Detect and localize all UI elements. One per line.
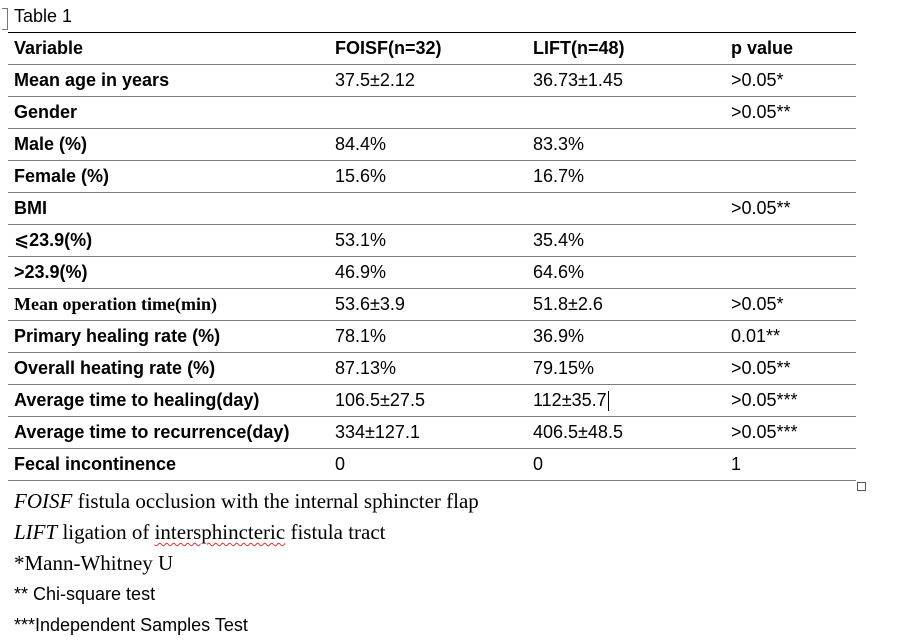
cell-foisf: 37.5±2.12 — [329, 65, 527, 97]
cell-p-value: >0.05** — [725, 353, 856, 385]
cell-lift: 36.9% — [527, 321, 725, 353]
cell-p-value: 1 — [725, 449, 856, 481]
table-row — [8, 289, 856, 321]
cell-p-value: 0.01** — [725, 321, 856, 353]
cell-foisf: 53.6±3.9 — [329, 289, 527, 321]
footnote-abbr: FOISF — [14, 489, 73, 513]
row-label: Gender — [8, 97, 329, 129]
table-row — [8, 65, 856, 97]
header-foisf: FOISF(n=32) — [329, 33, 527, 65]
cell-lift: 79.15% — [527, 353, 725, 385]
row-label: Average time to healing(day) — [8, 385, 329, 417]
footnote-mann-whitney: *Mann-Whitney U — [14, 551, 174, 575]
table-resize-handle[interactable] — [857, 482, 866, 491]
cell-foisf: 78.1% — [329, 321, 527, 353]
cell-lift: 35.4% — [527, 225, 725, 257]
cell-p-value: >0.05* — [725, 65, 856, 97]
footnote-text: fistula occlusion with the internal sphincter flap — [72, 489, 479, 513]
footnote-text: ligation of — [57, 520, 155, 544]
text-frame-marker — [2, 8, 8, 30]
table-row — [8, 225, 856, 257]
cell-foisf: 46.9% — [329, 257, 527, 289]
cell-lift: 83.3% — [527, 129, 725, 161]
row-label: Fecal incontinence — [8, 449, 329, 481]
cell-p-value: >0.05** — [725, 97, 856, 129]
cell-foisf — [329, 97, 527, 129]
caption-text: Table 1 — [14, 6, 73, 26]
cell-foisf: 53.1% — [329, 225, 527, 257]
cell-p-value: >0.05** — [725, 193, 856, 225]
cell-foisf: 15.6% — [329, 161, 527, 193]
table-row — [8, 321, 856, 353]
data-table[interactable] — [8, 32, 856, 481]
footnote-text: fistula tract — [285, 520, 386, 544]
table-caption — [2, 3, 222, 29]
spellcheck-flagged-word[interactable]: intersphincteric — [154, 520, 286, 544]
header-lift: LIFT(n=48) — [527, 33, 725, 65]
cell-foisf: 106.5±27.5 — [329, 385, 527, 417]
row-label: Overall heating rate (%) — [8, 353, 329, 385]
row-label: Primary healing rate (%) — [8, 321, 329, 353]
table-row — [8, 161, 856, 193]
cell-lift: 64.6% — [527, 257, 725, 289]
cell-p-value — [725, 257, 856, 289]
footnote-independent-samples: ***Independent Samples Test — [14, 615, 248, 635]
row-label: Average time to recurrence(day) — [8, 417, 329, 449]
row-label: BMI — [8, 193, 329, 225]
cell-lift: 406.5±48.5 — [527, 417, 725, 449]
cell-lift: 36.73±1.45 — [527, 65, 725, 97]
table-footnotes — [14, 486, 814, 641]
cell-foisf: 0 — [329, 449, 527, 481]
cell-p-value — [725, 161, 856, 193]
footnote-foisf — [14, 486, 814, 517]
cell-lift — [527, 193, 725, 225]
cell-p-value — [725, 225, 856, 257]
cell-foisf: 334±127.1 — [329, 417, 527, 449]
footnote-lift — [14, 517, 814, 548]
header-variable: Variable — [8, 33, 329, 65]
table-row — [8, 129, 856, 161]
cell-foisf: 87.13% — [329, 353, 527, 385]
row-label: Male (%) — [8, 129, 329, 161]
row-label: Female (%) — [8, 161, 329, 193]
table-row — [8, 385, 856, 417]
row-label: >23.9(%) — [8, 257, 329, 289]
row-label: ⩽23.9(%) — [8, 225, 329, 257]
cell-lift: 51.8±2.6 — [527, 289, 725, 321]
cell-p-value: >0.05*** — [725, 417, 856, 449]
table-row — [8, 257, 856, 289]
row-label: Mean operation time(min) — [8, 289, 329, 321]
table-row — [8, 193, 856, 225]
row-label: Mean age in years — [8, 65, 329, 97]
cell-p-value: >0.05* — [725, 289, 856, 321]
cell-foisf — [329, 193, 527, 225]
cell-p-value: >0.05*** — [725, 385, 856, 417]
footnote-chi-square: ** Chi-square test — [14, 584, 156, 604]
table-header-row — [8, 33, 856, 65]
cell-lift[interactable] — [527, 385, 725, 417]
table-row — [8, 449, 856, 481]
header-p-value: p value — [725, 33, 856, 65]
table-row — [8, 353, 856, 385]
table-row — [8, 417, 856, 449]
footnote-abbr: LIFT — [14, 520, 58, 544]
cell-lift — [527, 97, 725, 129]
text-cursor — [608, 391, 609, 411]
cell-lift: 0 — [527, 449, 725, 481]
cell-lift: 16.7% — [527, 161, 725, 193]
cell-p-value — [725, 129, 856, 161]
table-row — [8, 97, 856, 129]
cell-lift-text: 112±35.7 — [533, 389, 607, 410]
cell-foisf: 84.4% — [329, 129, 527, 161]
